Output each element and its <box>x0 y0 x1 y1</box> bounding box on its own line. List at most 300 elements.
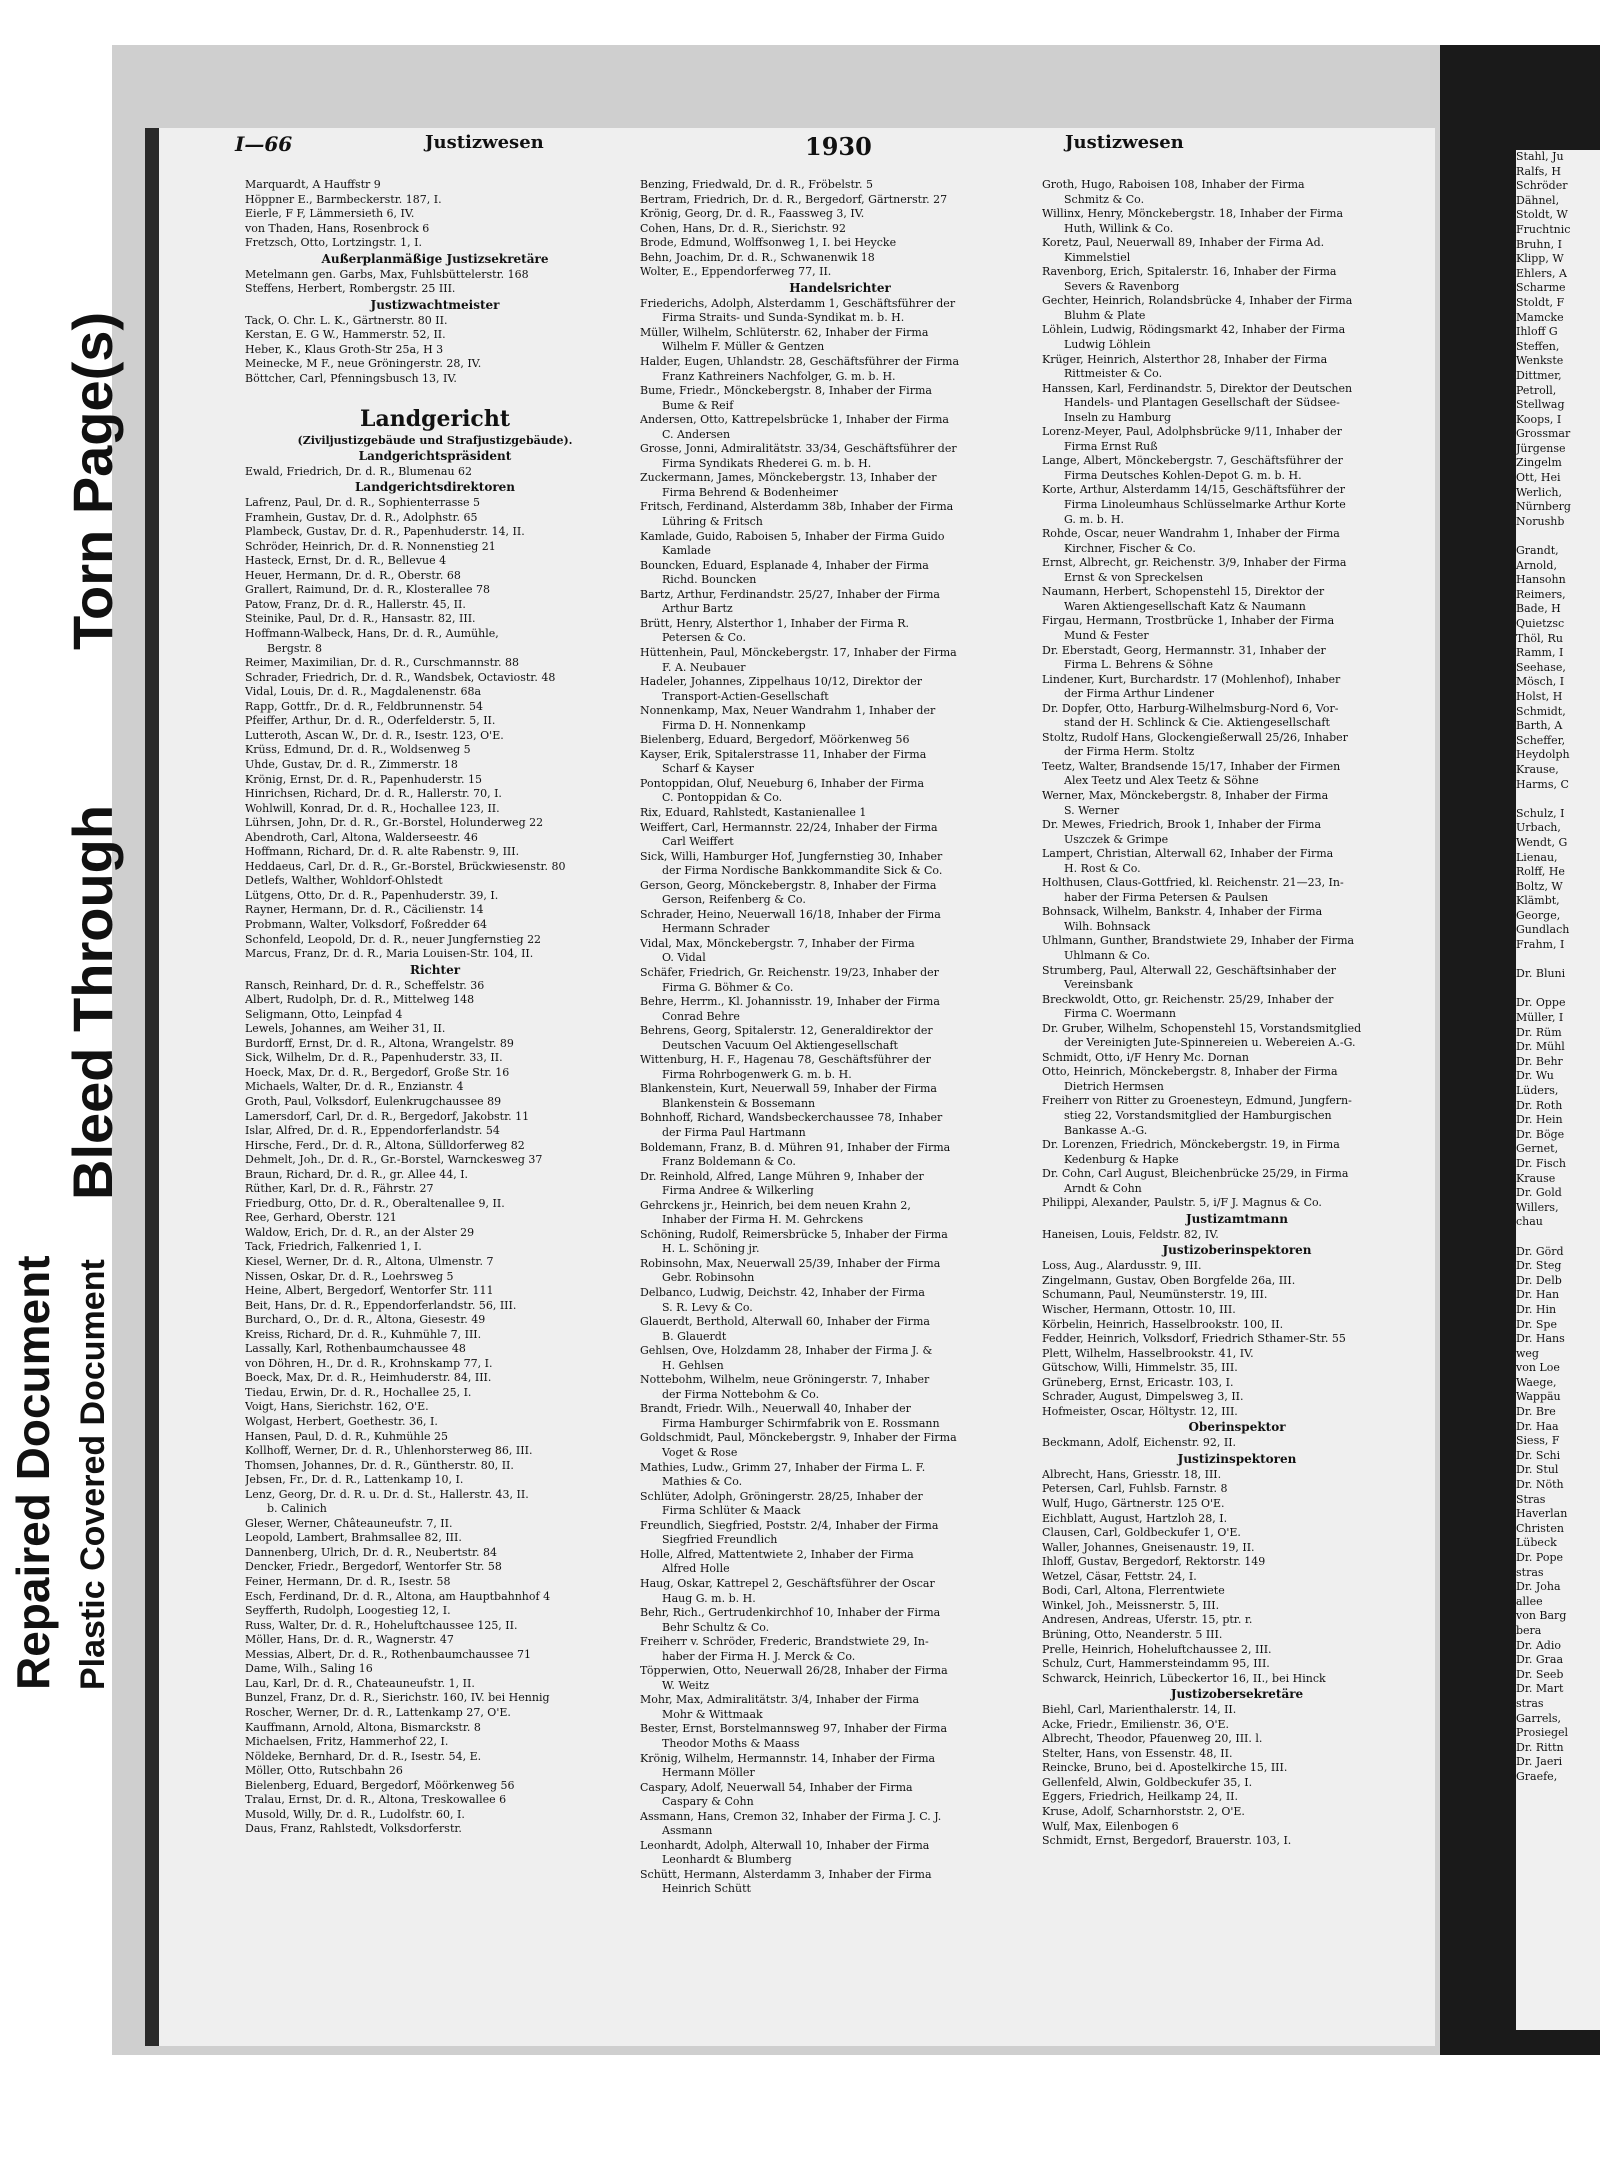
directory-entry: Cohen, Hans, Dr. d. R., Sierichstr. 92 <box>640 221 846 235</box>
directory-entry: Freiherr von Ritter zu Groenesteyn, Edmund, Jungfern- <box>1042 1094 1352 1108</box>
entry-continuation: Franz Kathreiners Nachfolger, G. m. b. H. <box>662 369 896 383</box>
entry-continuation: Kimmelstiel <box>1064 250 1131 264</box>
directory-entry: Ernst, Albrecht, gr. Reichenstr. 3/9, Inhaber der Firma <box>1042 556 1347 570</box>
facing-page-line: Zingelm <box>1516 456 1562 470</box>
directory-entry: Waldow, Erich, Dr. d. R., an der Alster 29 <box>245 1225 475 1239</box>
facing-page-line: George, <box>1516 908 1561 922</box>
directory-entry: Ree, Gerhard, Oberstr. 121 <box>245 1211 397 1225</box>
directory-entry: Hadeler, Johannes, Zippelhaus 10/12, Direktor der <box>640 675 922 689</box>
directory-entry: Kayser, Erik, Spitalerstrasse 11, Inhaber der Firma <box>640 747 927 761</box>
entry-continuation: Scharf & Kayser <box>662 762 754 776</box>
directory-entry: Thomsen, Johannes, Dr. d. R., Güntherstr. 80, II. <box>245 1458 514 1472</box>
facing-page-line: von Loe <box>1516 1361 1560 1375</box>
directory-entry: Dr. Gruber, Wilhelm, Schopenstehl 15, Vorstandsmitglied <box>1042 1021 1362 1035</box>
entry-continuation: Firma Andree & Wilkerling <box>662 1184 814 1198</box>
directory-entry: Dehmelt, Joh., Dr. d. R., Gr.-Borstel, Warnckesweg 37 <box>245 1153 543 1167</box>
facing-page-line: Holst, H <box>1516 689 1563 703</box>
entry-continuation: Conrad Behre <box>662 1009 740 1023</box>
directory-entry: Lampert, Christian, Alterwall 62, Inhaber der Firma <box>1042 847 1334 861</box>
entry-continuation: Bluhm & Plate <box>1064 308 1146 322</box>
directory-entry: Goldschmidt, Paul, Mönckebergstr. 9, Inhaber der Firma <box>640 1431 957 1445</box>
directory-entry: Schmidt, Otto, i/F Henry Mc. Dornan <box>1042 1050 1250 1064</box>
directory-entry: Lange, Albert, Mönckebergstr. 7, Geschäftsführer der <box>1042 454 1343 468</box>
directory-entry: Philippi, Alexander, Paulstr. 5, i/F J. Magnus & Co. <box>1042 1196 1322 1210</box>
directory-entry: Lütgens, Otto, Dr. d. R., Papenhuderstr. 39, I. <box>245 888 499 902</box>
directory-entry: Lassally, Karl, Rothenbaumchaussee 48 <box>245 1342 466 1356</box>
directory-entry: Möller, Hans, Dr. d. R., Wagnerstr. 47 <box>245 1633 454 1647</box>
directory-entry: Seligmann, Otto, Leinpfad 4 <box>245 1007 403 1021</box>
facing-page-line: Urbach, <box>1516 821 1561 835</box>
directory-entry: Musold, Willy, Dr. d. R., Ludolfstr. 60, I. <box>245 1807 465 1821</box>
entry-continuation: Carl Weiffert <box>662 835 734 849</box>
facing-page-line: Dr. Joha <box>1516 1580 1561 1594</box>
directory-entry: Rohde, Oscar, neuer Wandrahm 1, Inhaber der Firma <box>1042 527 1340 541</box>
directory-entry: Burchard, O., Dr. d. R., Altona, Giesestr. 49 <box>245 1313 486 1327</box>
facing-page-line: Siess, F <box>1516 1434 1560 1448</box>
directory-entry: Willinx, Henry, Mönckebergstr. 18, Inhaber der Firma <box>1042 207 1343 221</box>
directory-entry: Plett, Wilhelm, Hasselbrookstr. 41, IV. <box>1042 1346 1254 1360</box>
column-2 <box>640 178 1040 1897</box>
facing-page-line: chau <box>1516 1215 1543 1229</box>
entry-continuation: Petersen & Co. <box>662 631 746 645</box>
directory-entry: Wulf, Max, Eilenbogen 6 <box>1042 1819 1179 1833</box>
facing-page-line: Grandt, <box>1516 544 1559 558</box>
facing-page-line: Stahl, Ju <box>1516 150 1564 163</box>
entry-continuation: W. Weitz <box>662 1678 710 1692</box>
facing-page-line: Norushb <box>1516 514 1565 528</box>
entry-continuation: Ernst & von Spreckelsen <box>1064 570 1204 584</box>
directory-entry: Eggers, Friedrich, Heilkamp 24, II. <box>1042 1790 1239 1804</box>
facing-page-line: Dr. Rüm <box>1516 1025 1562 1039</box>
entry-continuation: Leonhardt & Blumberg <box>662 1853 792 1867</box>
entry-continuation: Transport-Actien-Gesellschaft <box>662 689 829 703</box>
entry-continuation: Waren Aktiengesellschaft Katz & Naumann <box>1064 599 1306 613</box>
directory-entry: Brode, Edmund, Wolffsonweg 1, I. bei Heycke <box>640 236 897 250</box>
directory-entry: Acke, Friedr., Emilienstr. 36, O'E. <box>1042 1717 1230 1731</box>
directory-entry: Dencker, Friedr., Bergedorf, Wentorfer Str. 58 <box>245 1560 502 1574</box>
directory-entry: Holle, Alfred, Mattentwiete 2, Inhaber der Firma <box>640 1547 914 1561</box>
facing-page-line: Dähnel, <box>1516 193 1560 207</box>
directory-entry: Clausen, Carl, Goldbeckufer 1, O'E. <box>1042 1526 1241 1540</box>
directory-entry: Glauerdt, Berthold, Alterwall 60, Inhaber der Firma <box>640 1315 930 1329</box>
directory-entry: Dr. Lorenzen, Friedrich, Mönckebergstr. 19, in Firma <box>1042 1138 1340 1152</box>
entry-continuation: Gerson, Reifenberg & Co. <box>662 893 806 907</box>
directory-entry: Stoltz, Rudolf Hans, Glockengießerwall 25/26, Inhaber <box>1042 730 1348 744</box>
facing-page-line: Bruhn, I <box>1516 237 1562 251</box>
facing-page-line: Grossmar <box>1516 427 1571 441</box>
directory-entry: Hansen, Paul, D. d. R., Kuhmühle 25 <box>245 1429 449 1443</box>
entry-continuation: haber der Firma H. J. Merck & Co. <box>662 1649 856 1663</box>
directory-entry: Gehlsen, Ove, Holzdamm 28, Inhaber der Firma J. & <box>640 1344 933 1358</box>
bleed-through-label: Bleed Through <box>61 804 124 1200</box>
entry-continuation: Gebr. Robinsohn <box>662 1271 755 1285</box>
facing-page-line <box>1516 953 1600 968</box>
facing-page-line: Heydolph <box>1516 748 1570 762</box>
directory-entry: Breckwoldt, Otto, gr. Reichenstr. 25/29, Inhaber der <box>1042 992 1334 1006</box>
directory-entry: Pfeiffer, Arthur, Dr. d. R., Oderfelderstr. 5, II. <box>245 714 496 728</box>
facing-page-line: Wendt, G <box>1516 835 1568 849</box>
directory-entry: Naumann, Herbert, Schopenstehl 15, Direktor der <box>1042 585 1325 599</box>
facing-page-line: Dr. Seeb <box>1516 1667 1564 1681</box>
entry-continuation: Mohr & Wittmaak <box>662 1707 763 1721</box>
directory-entry: Holthusen, Claus-Gottfried, kl. Reichenstr. 21—23, In- <box>1042 876 1344 890</box>
directory-entry: Russ, Walter, Dr. d. R., Hoheluftchaussee 125, II. <box>245 1618 518 1632</box>
facing-page-line: Dr. Mühl <box>1516 1040 1565 1054</box>
directory-entry: Firgau, Hermann, Trostbrücke 1, Inhaber der Firma <box>1042 614 1335 628</box>
directory-entry: Petersen, Carl, Fuhlsb. Farnstr. 8 <box>1042 1482 1228 1496</box>
entry-continuation: G. m. b. H. <box>1064 512 1124 526</box>
directory-entry: von Döhren, H., Dr. d. R., Krohnskamp 77, I. <box>245 1356 493 1370</box>
entry-continuation: Firma Hamburger Schirmfabrik von E. Rossmann <box>662 1416 940 1430</box>
facing-page-line: Dr. Pope <box>1516 1551 1563 1564</box>
facing-page-line: Petroll, <box>1516 383 1557 397</box>
directory-entry: Gerson, Georg, Mönckebergstr. 8, Inhaber der Firma <box>640 878 937 892</box>
directory-entry: Weiffert, Carl, Hermannstr. 22/24, Inhaber der Firma <box>640 820 938 834</box>
facing-page-line: Gundlach <box>1516 923 1570 937</box>
facing-page-line: Krause, <box>1516 762 1559 776</box>
directory-entry: Beckmann, Adolf, Eichenstr. 92, II. <box>1042 1436 1237 1450</box>
directory-entry: Ihloff, Gustav, Bergedorf, Rektorstr. 149 <box>1042 1555 1266 1569</box>
directory-entry: Feiner, Hermann, Dr. d. R., Isestr. 58 <box>245 1575 451 1589</box>
directory-entry: Behn, Joachim, Dr. d. R., Schwanenwik 18 <box>640 250 875 264</box>
directory-entry: Krönig, Georg, Dr. d. R., Faassweg 3, IV. <box>640 207 865 221</box>
directory-entry: Otto, Heinrich, Mönckebergstr. 8, Inhaber der Firma <box>1042 1065 1338 1079</box>
directory-entry: Friederichs, Adolph, Alsterdamm 1, Geschäftsführer der <box>640 296 956 310</box>
directory-entry: Robinsohn, Max, Neuerwall 25/39, Inhaber der Firma <box>640 1256 941 1270</box>
directory-entry: Lewels, Johannes, am Weiher 31, II. <box>245 1022 446 1036</box>
section-heading: Justizinspektoren <box>1177 1451 1297 1466</box>
directory-entry: Stelter, Hans, von Essenstr. 48, II. <box>1042 1746 1233 1760</box>
entry-continuation: Hermann Schrader <box>662 922 770 936</box>
directory-entry: Nonnenkamp, Max, Neuer Wandrahm 1, Inhaber der <box>640 704 936 718</box>
entry-continuation: Rittmeister & Co. <box>1064 367 1163 381</box>
directory-entry: Framhein, Gustav, Dr. d. R., Adolphstr. 65 <box>245 510 478 524</box>
facing-page-line: Stoldt, F <box>1516 295 1565 309</box>
year: 1930 <box>805 132 872 161</box>
directory-entry: Kiesel, Werner, Dr. d. R., Altona, Ulmenstr. 7 <box>245 1255 494 1268</box>
entry-continuation: Bergstr. 8 <box>267 641 322 655</box>
directory-entry: Krönig, Ernst, Dr. d. R., Papenhuderstr. 15 <box>245 772 483 786</box>
directory-entry: Haug, Oskar, Kattrepel 2, Geschäftsführer der Oscar <box>640 1576 935 1590</box>
directory-entry: Schöning, Rudolf, Reimersbrücke 5, Inhaber der Firma <box>640 1227 948 1241</box>
facing-page-line: Dr. Steg <box>1516 1259 1562 1273</box>
entry-continuation: der Firma Herm. Stoltz <box>1064 745 1195 759</box>
directory-entry: Andresen, Andreas, Uferstr. 15, ptr. r. <box>1042 1613 1253 1627</box>
directory-entry: Marcus, Franz, Dr. d. R., Maria Louisen-Str. 104, II. <box>245 947 534 961</box>
facing-page-line: Mösch, I <box>1516 675 1565 689</box>
directory-entry: Abendroth, Carl, Altona, Walderseestr. 46 <box>245 830 478 844</box>
facing-page <box>1516 150 1600 2030</box>
entry-continuation: Alfred Holle <box>662 1562 730 1576</box>
entry-continuation: Haug G. m. b. H. <box>662 1591 756 1605</box>
directory-entry: Boeck, Max, Dr. d. R., Heimhuderstr. 84, III. <box>245 1371 492 1385</box>
facing-page-line: Hansohn <box>1516 573 1566 587</box>
facing-page-line: Dr. Behr <box>1516 1054 1563 1068</box>
facing-page-line: Graefe, <box>1516 1769 1558 1783</box>
entry-continuation: Bume & Reif <box>662 398 734 412</box>
directory-entry: Wulf, Hugo, Gärtnerstr. 125 O'E. <box>1042 1497 1225 1511</box>
facing-page-line: Ralfs, H <box>1516 164 1561 178</box>
directory-entry: von Thaden, Hans, Rosenbrock 6 <box>245 221 430 235</box>
directory-entry: Grüneberg, Ernst, Ericastr. 103, I. <box>1042 1375 1234 1389</box>
facing-page-line: Quietzsc <box>1516 617 1565 630</box>
entry-continuation: H. L. Schöning jr. <box>662 1242 760 1256</box>
facing-page-line: von Barg <box>1516 1609 1567 1623</box>
directory-entry: Kollhoff, Werner, Dr. d. R., Uhlenhorsterweg 86, III. <box>245 1444 533 1458</box>
directory-entry: Jebsen, Fr., Dr. d. R., Lattenkamp 10, I. <box>245 1473 464 1487</box>
facing-page-line: Dr. Hein <box>1516 1113 1563 1127</box>
directory-entry: Krüss, Edmund, Dr. d. R., Woldsenweg 5 <box>245 743 471 757</box>
entry-continuation: Handels- und Plantagen Gesellschaft der Südsee- <box>1064 396 1340 410</box>
directory-entry: Gütschow, Willi, Himmelstr. 35, III. <box>1042 1361 1238 1375</box>
directory-entry: Löhlein, Ludwig, Rödingsmarkt 42, Inhaber der Firma <box>1042 323 1346 337</box>
facing-page-line: Prosiegel <box>1516 1726 1569 1740</box>
directory-entry: Höppner E., Barmbeckerstr. 187, I. <box>245 192 442 206</box>
facing-page-line: Dr. Bre <box>1516 1405 1556 1419</box>
entry-continuation: Assmann <box>662 1824 713 1838</box>
facing-page-line: Stellwag <box>1516 398 1565 412</box>
facing-page-line: Dr. Graa <box>1516 1653 1564 1667</box>
directory-entry: Groth, Hugo, Raboisen 108, Inhaber der Firma <box>1042 178 1305 191</box>
entry-continuation: Kamlade <box>662 544 711 558</box>
directory-entry: Leopold, Lambert, Brahmsallee 82, III. <box>245 1531 462 1545</box>
directory-entry: Dannenberg, Ulrich, Dr. d. R., Neubertstr. 84 <box>245 1545 498 1559</box>
facing-page-line: Lüders, <box>1516 1084 1559 1097</box>
directory-entry: Koretz, Paul, Neuerwall 89, Inhaber der Firma Ad. <box>1042 236 1325 250</box>
directory-entry: Lutteroth, Ascan W., Dr. d. R., Isestr. 123, O'E. <box>245 728 504 742</box>
running-title-left: Justizwesen <box>425 132 544 153</box>
entry-continuation: F. A. Neubauer <box>662 660 746 674</box>
directory-entry: Fritsch, Ferdinand, Alsterdamm 38b, Inhaber der Firma <box>640 500 954 514</box>
facing-page-line: Seehase, <box>1516 660 1566 674</box>
entry-continuation: Mathies & Co. <box>662 1475 743 1489</box>
entry-continuation: Firma Rohrbogenwerk G. m. b. H. <box>662 1067 852 1081</box>
directory-entry: Sick, Willi, Hamburger Hof, Jungfernstieg 30, Inhaber <box>640 849 943 863</box>
directory-entry: Caspary, Adolf, Neuerwall 54, Inhaber der Firma <box>640 1780 913 1794</box>
directory-entry: Marquardt, A Hauffstr 9 <box>245 178 381 191</box>
directory-entry: Michaelsen, Fritz, Hammerhof 22, I. <box>245 1735 449 1749</box>
directory-entry: Hoffmann-Walbeck, Hans, Dr. d. R., Aumühle, <box>245 627 499 641</box>
entry-continuation: Alex Teetz und Alex Teetz & Söhne <box>1064 774 1259 788</box>
directory-entry: Pontoppidan, Oluf, Neueburg 6, Inhaber der Firma <box>640 776 925 790</box>
directory-entry: Wolter, E., Eppendorferweg 77, II. <box>640 265 832 279</box>
section-heading: Außerplanmäßige Justizsekretäre <box>321 251 549 266</box>
directory-entry: Bester, Ernst, Borstelmannsweg 97, Inhaber der Firma <box>640 1722 948 1736</box>
entry-continuation: Firma D. H. Nonnenkamp <box>662 718 806 732</box>
facing-page-line: Dr. Wu <box>1516 1069 1554 1083</box>
directory-entry: Dr. Mewes, Friedrich, Brook 1, Inhaber der Firma <box>1042 818 1321 832</box>
entry-continuation: Mund & Fester <box>1064 628 1149 642</box>
directory-entry: Kamlade, Guido, Raboisen 5, Inhaber der Firma Guido <box>640 529 945 543</box>
directory-entry: Rüther, Karl, Dr. d. R., Fährstr. 27 <box>245 1182 434 1196</box>
facing-page-line: Dr. Görd <box>1516 1244 1564 1258</box>
facing-page-line: Nürnberg <box>1516 500 1571 514</box>
directory-entry: Bielenberg, Eduard, Bergedorf, Möörkenweg 56 <box>640 733 910 747</box>
directory-entry: Dame, Wilh., Saling 16 <box>245 1662 373 1676</box>
directory-entry: Bohnsack, Wilhelm, Bankstr. 4, Inhaber der Firma <box>1042 905 1323 919</box>
directory-entry: Müller, Wilhelm, Schlüterstr. 62, Inhaber der Firma <box>640 325 929 339</box>
directory-entry: Biehl, Carl, Marienthalerstr. 14, II. <box>1042 1703 1237 1717</box>
facing-page-line: Dr. Haa <box>1516 1419 1559 1433</box>
entry-continuation: H. Rost & Co. <box>1064 861 1141 875</box>
directory-entry: Wetzel, Cäsar, Fettstr. 24, I. <box>1042 1569 1197 1583</box>
entry-continuation: Blankenstein & Bossemann <box>662 1096 816 1110</box>
directory-entry: Heber, K., Klaus Groth-Str 25a, H 3 <box>245 342 444 356</box>
directory-entry: Schulz, Curt, Hammersteindamm 95, III. <box>1042 1657 1270 1671</box>
page-number: I—66 <box>235 132 293 156</box>
facing-page-line: Dr. Rittn <box>1516 1740 1564 1754</box>
directory-entry: Lorenz-Meyer, Paul, Adolphsbrücke 9/11, Inhaber der <box>1042 425 1342 439</box>
entry-continuation: O. Vidal <box>662 951 706 965</box>
directory-entry: Beit, Hans, Dr. d. R., Eppendorferlandstr. 56, III. <box>245 1298 517 1312</box>
directory-entry: Kerstan, E. G W., Hammerstr. 52, II. <box>245 328 446 342</box>
entry-continuation: der Vereinigten Jute-Spinnereien u. Webereien A.-G. <box>1064 1036 1356 1050</box>
directory-entry: Roscher, Werner, Dr. d. R., Lattenkamp 27, O'E. <box>245 1705 511 1719</box>
directory-entry: Albert, Rudolph, Dr. d. R., Mittelweg 148 <box>245 993 475 1007</box>
directory-entry: Nissen, Oskar, Dr. d. R., Loehrsweg 5 <box>245 1269 454 1283</box>
directory-entry: Hofmeister, Oscar, Höltystr. 12, III. <box>1042 1404 1238 1418</box>
entry-continuation: Siegfried Freundlich <box>662 1533 778 1547</box>
directory-entry: Gleser, Werner, Châteauneufstr. 7, II. <box>245 1516 453 1530</box>
entry-continuation: der Firma Nottebohm & Co. <box>662 1387 820 1401</box>
entry-continuation: Franz Boldemann & Co. <box>662 1155 796 1169</box>
entry-continuation: Firma G. Böhmer & Co. <box>662 980 794 994</box>
directory-entry: Schütt, Hermann, Alsterdamm 3, Inhaber der Firma <box>640 1867 932 1881</box>
directory-entry: Hinrichsen, Richard, Dr. d. R., Hallerstr. 70, I. <box>245 787 502 801</box>
facing-page-line: Thöl, Ru <box>1516 631 1563 645</box>
entry-continuation: Inseln zu Hamburg <box>1064 410 1172 424</box>
directory-entry: Korte, Arthur, Alsterdamm 14/15, Geschäftsführer der <box>1042 483 1345 497</box>
directory-entry: Schrader, August, Dimpelsweg 3, II. <box>1042 1390 1244 1404</box>
entry-continuation: Dietrich Hermsen <box>1064 1079 1164 1093</box>
facing-page-line: Frahm, I <box>1516 938 1565 952</box>
directory-entry: Heddaeus, Carl, Dr. d. R., Gr.-Borstel, Brückwiesenstr. 80 <box>245 859 566 873</box>
directory-entry: Boldemann, Franz, B. d. Mühren 91, Inhaber der Firma <box>640 1140 951 1154</box>
entry-continuation: C. Andersen <box>662 427 731 441</box>
directory-entry: Heine, Albert, Bergedorf, Wentorfer Str. 111 <box>245 1284 494 1298</box>
facing-page-line: Garrels, <box>1516 1711 1562 1725</box>
directory-entry: Behre, Herrm., Kl. Johannisstr. 19, Inhaber der Firma <box>640 995 940 1009</box>
directory-entry: Rix, Eduard, Rahlstedt, Kastanienallee 1 <box>640 805 867 819</box>
directory-entry: Ransch, Reinhard, Dr. d. R., Scheffelstr. 36 <box>245 978 485 992</box>
directory-entry: Haneisen, Louis, Feldstr. 82, IV. <box>1042 1227 1219 1241</box>
directory-entry: Wischer, Hermann, Ottostr. 10, III. <box>1042 1303 1236 1317</box>
directory-entry: Teetz, Walter, Brandsende 15/17, Inhaber der Firmen <box>1042 759 1341 773</box>
entry-continuation: Schmitz & Co. <box>1064 192 1145 206</box>
facing-page-line: Dr. Mart <box>1516 1682 1564 1696</box>
facing-page-line: Christen <box>1516 1521 1564 1535</box>
directory-entry: Grallert, Raimund, Dr. d. R., Klosterallee 78 <box>245 583 491 597</box>
entry-continuation: Lühring & Fritsch <box>662 515 763 529</box>
directory-entry: Lau, Karl, Dr. d. R., Chateauneufstr. 1, II. <box>245 1676 475 1690</box>
facing-page-line: Klämbt, <box>1516 894 1560 908</box>
facing-page-line: Wappäu <box>1516 1390 1561 1404</box>
directory-entry: Steinike, Paul, Dr. d. R., Hansastr. 82, III. <box>245 612 476 626</box>
directory-entry: Groth, Paul, Volksdorf, Eulenkrugchaussee 89 <box>245 1094 502 1108</box>
directory-entry: Lafrenz, Paul, Dr. d. R., Sophienterrasse 5 <box>245 496 481 510</box>
directory-entry: Bume, Friedr., Mönckebergstr. 8, Inhaber der Firma <box>640 384 932 398</box>
column-1 <box>245 178 625 1837</box>
entry-continuation: S. R. Levy & Co. <box>662 1300 753 1314</box>
entry-continuation: Kirchner, Fischer & Co. <box>1064 541 1196 555</box>
facing-page-line: Dittmer, <box>1516 368 1562 382</box>
directory-entry: Mohr, Max, Admiralitätstr. 3/4, Inhaber der Firma <box>640 1693 920 1707</box>
directory-entry: Lamersdorf, Carl, Dr. d. R., Bergedorf, Jakobstr. 11 <box>245 1109 530 1123</box>
directory-entry: Messias, Albert, Dr. d. R., Rothenbaumchaussee 71 <box>245 1647 531 1661</box>
facing-page-line: Dr. Fisch <box>1516 1156 1566 1170</box>
facing-page-line: Lienau, <box>1516 850 1558 864</box>
section-heading: Justizobersekretäre <box>1170 1687 1304 1702</box>
entry-continuation: Arndt & Cohn <box>1064 1181 1142 1195</box>
column-3 <box>1042 178 1432 1849</box>
facing-page-line: Dr. Stul <box>1516 1463 1559 1477</box>
entry-continuation: Firma C. Woermann <box>1064 1007 1177 1021</box>
section-note: (Ziviljustizgebäude und Strafjustizgebäude). <box>297 433 573 447</box>
directory-entry: Reimer, Maximilian, Dr. d. R., Curschmannstr. 88 <box>245 656 520 670</box>
directory-entry: Tack, O. Chr. L. K., Gärtnerstr. 80 II. <box>245 313 448 327</box>
directory-entry: Probmann, Walter, Volksdorf, Foßredder 64 <box>245 917 487 931</box>
entry-continuation: Firma Syndikats Rhederei G. m. b. H. <box>662 456 872 470</box>
section-heading: Justizoberinspektoren <box>1162 1243 1312 1258</box>
directory-entry: Fretzsch, Otto, Lortzingstr. 1, I. <box>245 236 422 250</box>
entry-continuation: Voget & Rose <box>662 1446 738 1460</box>
entry-continuation: Hermann Möller <box>662 1766 755 1780</box>
facing-page-line: Dr. Han <box>1516 1288 1560 1302</box>
page-header <box>235 132 1415 160</box>
directory-entry: Steffens, Herbert, Rombergstr. 25 III. <box>245 282 456 296</box>
entry-continuation: Bankasse A.-G. <box>1064 1123 1148 1137</box>
directory-entry: Freiherr v. Schröder, Frederic, Brandstwiete 29, In- <box>640 1635 929 1649</box>
directory-entry: Dr. Dopfer, Otto, Harburg-Wilhelmsburg-Nord 6, Vor- <box>1042 701 1339 715</box>
directory-entry: Schwarck, Heinrich, Lübeckertor 16, II., bei Hinck <box>1042 1671 1326 1685</box>
directory-entry: Bohnhoff, Richard, Wandsbeckerchaussee 78, Inhaber <box>640 1111 943 1125</box>
directory-entry: Bartz, Arthur, Ferdinandstr. 25/27, Inhaber der Firma <box>640 587 940 601</box>
facing-page-line: Arnold, <box>1516 558 1557 572</box>
directory-entry: Heuer, Hermann, Dr. d. R., Oberstr. 68 <box>245 568 461 582</box>
directory-entry: Daus, Franz, Rahlstedt, Volksdorferstr. <box>245 1822 462 1836</box>
section-heading: Handelsrichter <box>789 280 891 295</box>
entry-continuation: Huth, Willink & Co. <box>1064 221 1174 235</box>
directory-entry: Zuckermann, James, Mönckebergstr. 13, Inhaber der <box>640 471 937 485</box>
entry-continuation: Firma Deutsches Kohlen-Depot G. m. b. H. <box>1064 468 1302 482</box>
entry-continuation: Theodor Moths & Maass <box>662 1736 800 1750</box>
section-heading: Justizwachtmeister <box>370 297 500 312</box>
facing-page-line: Dr. Gold <box>1516 1186 1562 1200</box>
facing-page-line <box>1516 792 1600 807</box>
facing-page-line: Harms, C <box>1516 777 1569 791</box>
directory-entry: Benzing, Friedwald, Dr. d. R., Fröbelstr. 5 <box>640 178 873 191</box>
directory-entry: Gechter, Heinrich, Rolandsbrücke 4, Inhaber der Firma <box>1042 294 1353 308</box>
facing-page-line: Willers, <box>1516 1200 1559 1214</box>
directory-entry: Kauffmann, Arnold, Altona, Bismarckstr. 8 <box>245 1720 481 1734</box>
facing-page-line: Dr. Schi <box>1516 1448 1561 1462</box>
facing-page-line: Waege, <box>1516 1375 1557 1389</box>
entry-continuation: Uszczek & Grimpe <box>1064 832 1169 846</box>
directory-entry: Winkel, Joh., Meissnerstr. 5, III. <box>1042 1598 1220 1612</box>
directory-entry: Uhde, Gustav, Dr. d. R., Zimmerstr. 18 <box>245 757 458 771</box>
directory-entry: Patow, Franz, Dr. d. R., Hallerstr. 45, II. <box>245 597 466 611</box>
directory-entry: Vidal, Louis, Dr. d. R., Magdalenenstr. 68a <box>245 685 482 699</box>
directory-entry: Seyfferth, Rudolph, Loogestieg 12, I. <box>245 1604 451 1618</box>
entry-continuation: B. Glauerdt <box>662 1329 727 1343</box>
directory-entry: Behr, Rich., Gertrudenkirchhof 10, Inhaber der Firma <box>640 1606 941 1620</box>
directory-entry: Loss, Aug., Alardusstr. 9, III. <box>1042 1259 1202 1273</box>
directory-entry: Krönig, Wilhelm, Hermannstr. 14, Inhaber der Firma <box>640 1751 936 1765</box>
directory-entry: Gehrckens jr., Heinrich, bei dem neuen Krahn 2, <box>640 1198 911 1212</box>
directory-entry: Lührsen, John, Dr. d. R., Gr.-Borstel, Holunderweg 22 <box>245 816 544 830</box>
directory-entry: Metelmann gen. Garbs, Max, Fuhlsbüttelerstr. 168 <box>245 267 529 281</box>
directory-entry: Hoeck, Max, Dr. d. R., Bergedorf, Große Str. 16 <box>245 1065 510 1079</box>
